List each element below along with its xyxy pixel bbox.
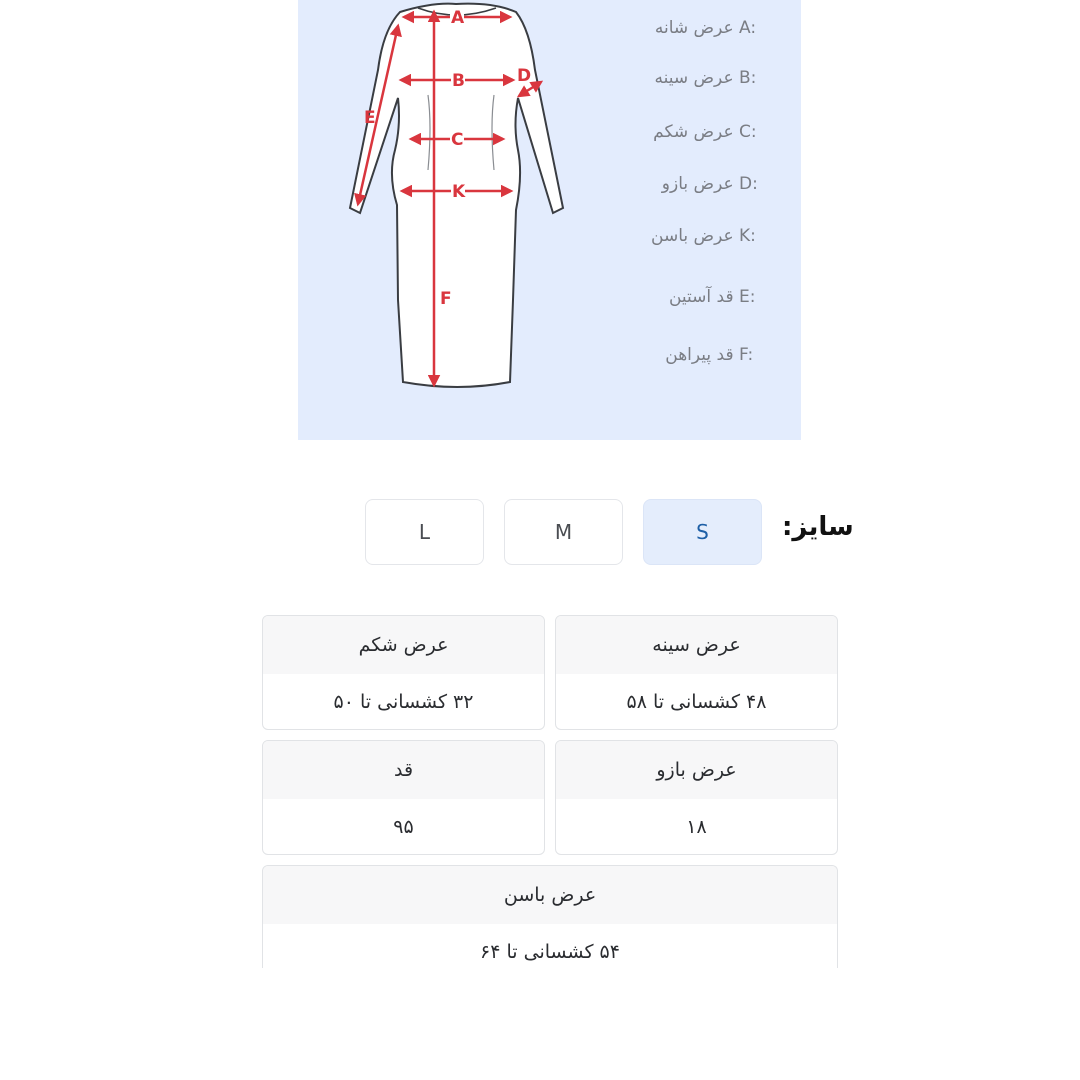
size-option-s[interactable]: S — [643, 499, 762, 565]
letter-e: E — [364, 108, 376, 128]
letter-f: F — [440, 289, 452, 309]
measurement-title: عرض باسن — [263, 866, 837, 924]
measurement-title: قد — [263, 741, 544, 799]
size-option-l[interactable]: L — [365, 499, 484, 565]
measurement-card-chest — [555, 615, 838, 730]
measurement-card-waist — [262, 615, 545, 730]
legend-row-c: عرض شکم C: — [653, 122, 757, 142]
measurement-value: ۵۴ کشسانی تا ۶۴ — [480, 941, 620, 963]
measurement-card-length — [262, 740, 545, 855]
letter-c: C — [451, 130, 464, 150]
size-guide-image — [298, 0, 801, 440]
measurement-title: عرض سینه — [556, 616, 837, 674]
measurement-value: ۹۵ — [393, 816, 414, 838]
measurement-card-hip — [262, 865, 838, 968]
letter-b: B — [452, 71, 465, 91]
legend-row-f: قد پیراهن F: — [665, 345, 754, 365]
measurement-card-arm — [555, 740, 838, 855]
measurement-title: عرض بازو — [556, 741, 837, 799]
legend-row-k: عرض باسن K: — [651, 226, 756, 246]
measurement-value: ۱۸ — [686, 816, 707, 838]
measurement-value: ۴۸ کشسانی تا ۵۸ — [626, 691, 767, 713]
letter-d: D — [517, 66, 532, 86]
legend-row-e: قد آستین E: — [668, 287, 756, 307]
size-option-m[interactable]: M — [504, 499, 623, 565]
letter-a: A — [451, 8, 465, 28]
measurement-title: عرض شکم — [263, 616, 544, 674]
legend-row-b: عرض سینه B: — [654, 68, 757, 88]
measurement-value: ۳۲ کشسانی تا ۵۰ — [333, 691, 474, 713]
legend-row-d: عرض بازو D: — [661, 174, 758, 194]
legend-row-a: عرض شانه A: — [654, 18, 757, 38]
letter-k: K — [452, 182, 466, 202]
size-label: سایز: — [782, 512, 854, 542]
